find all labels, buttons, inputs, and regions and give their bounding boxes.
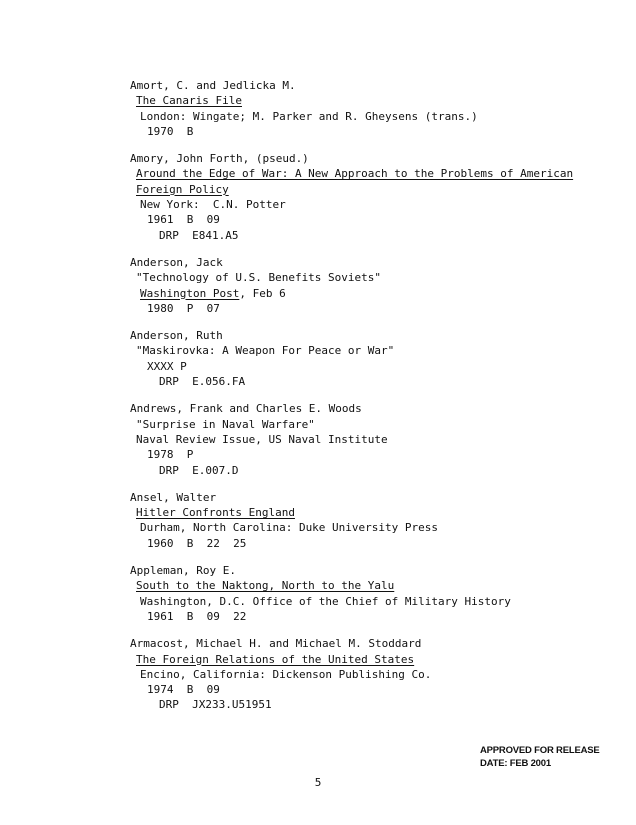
entry-author: Andrews, Frank and Charles E. Woods (130, 402, 362, 416)
entry-author: Anderson, Ruth (130, 329, 223, 343)
entry-title: Foreign Policy (136, 182, 229, 196)
entry-detail-line: 1978 P (147, 448, 194, 462)
entry-title: Around the Edge of War: A New Approach to the Problems of American (136, 167, 574, 181)
entry-detail-line: 1970 B (147, 124, 194, 138)
entry-detail-line: Encino, California: Dickenson Publishing Co. (140, 667, 432, 681)
entry-detail-line: DRP JX233.U51951 (159, 698, 272, 712)
entry-detail-line: DRP E.056.FA (159, 375, 246, 389)
entry-detail-line: XXXX P (147, 359, 187, 373)
entry-title: The Foreign Relations of the United States (136, 652, 415, 666)
entry-detail-line: 1961 B 09 (147, 213, 220, 227)
release-stamp-line-1: APPROVED FOR RELEASE (480, 745, 600, 756)
release-stamp (480, 744, 600, 770)
entry-author: Amort, C. and Jedlicka M. (130, 79, 296, 92)
entry-source (130, 286, 610, 301)
entry-detail-line: DRP E841.A5 (159, 228, 239, 242)
entry-author: Ansel, Walter (130, 490, 217, 504)
entry-detail-line: 1961 B 09 22 (147, 609, 247, 623)
entry-detail-line: New York: C.N. Potter (140, 198, 286, 212)
entry-article-title: "Technology of U.S. Benefits Soviets" (136, 271, 382, 285)
entry-detail-line: Durham, North Carolina: Duke University Press (140, 521, 439, 535)
bibliography-entry (130, 328, 610, 389)
entry-author: Armacost, Michael H. and Michael M. Stoddard (130, 637, 422, 651)
entry-detail-line: Washington, D.C. Office of the Chief of Military History (140, 594, 511, 608)
bibliography-entry (130, 563, 610, 624)
bibliography-entry (130, 255, 610, 316)
bibliography-entry (130, 151, 610, 243)
entry-title: Hitler Confronts England (136, 506, 295, 520)
bibliography-entry (130, 490, 610, 551)
bibliography-list (130, 78, 610, 725)
entry-detail-line: 1960 B 22 25 (147, 536, 247, 550)
page-number: 5 (314, 776, 322, 789)
entry-author: Appleman, Roy E. (130, 564, 236, 578)
entry-article-title: "Surprise in Naval Warfare" (136, 417, 315, 431)
entry-detail-line: 1980 P 07 (147, 301, 220, 315)
entry-detail-line: Naval Review Issue, US Naval Institute (136, 432, 388, 446)
entry-author: Amory, John Forth, (pseud.) (130, 152, 309, 166)
entry-article-title: "Maskirovka: A Weapon For Peace or War" (136, 344, 395, 358)
entry-detail-line: 1974 B 09 (147, 683, 220, 697)
bibliography-entry (130, 78, 610, 139)
release-stamp-line-2: DATE: FEB 2001 (480, 758, 551, 769)
entry-author: Anderson, Jack (130, 255, 223, 269)
entry-source-name: Washington Post (140, 286, 240, 300)
entry-detail-line: London: Wingate; M. Parker and R. Gheysens (trans.) (140, 109, 478, 123)
entry-source-date: , Feb 6 (239, 286, 286, 300)
bibliography-entry (130, 636, 610, 712)
bibliography-entry (130, 401, 610, 477)
entry-title: South to the Naktong, North to the Yalu (136, 579, 395, 593)
entry-detail-line: DRP E.007.D (159, 463, 239, 477)
entry-title: The Canaris File (136, 94, 242, 108)
